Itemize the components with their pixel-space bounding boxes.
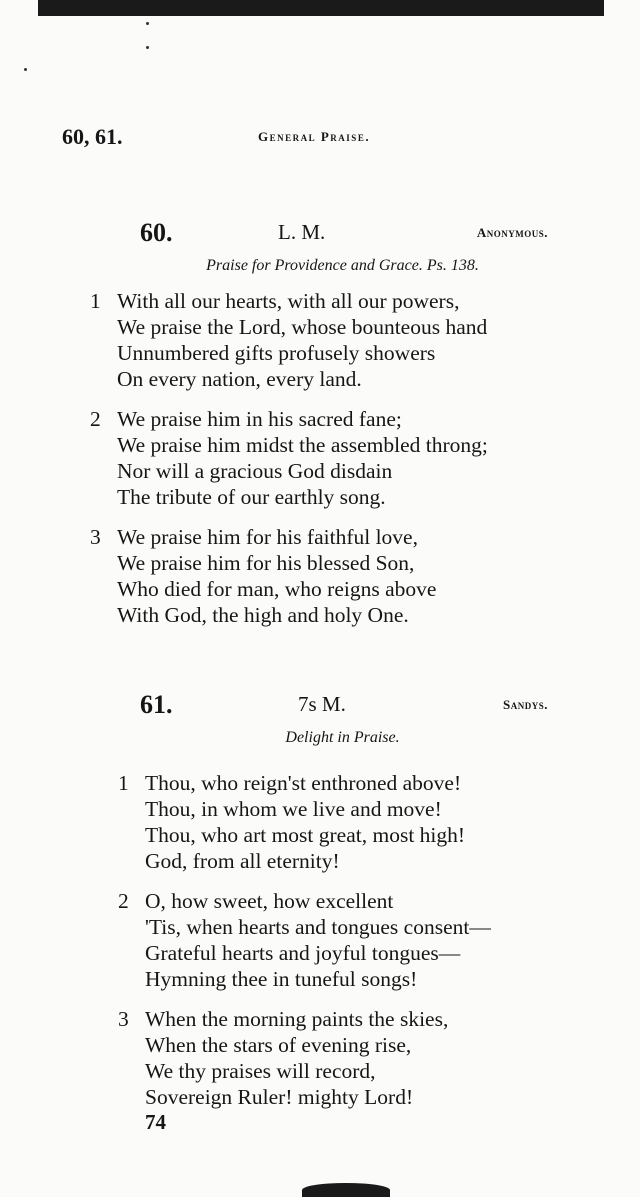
verse-line: 'Tis, when hearts and tongues consent—	[145, 915, 491, 939]
verse-line	[118, 770, 640, 796]
stanza	[118, 888, 640, 992]
verse-line: We praise the Lord, whose bounteous hand	[117, 315, 488, 339]
stanza-number: 1	[118, 771, 129, 795]
verse-line: Thou, who art most great, most high!	[145, 823, 466, 847]
verse-text: Thou, who reign'st enthroned above!	[145, 771, 462, 795]
hymn-subtitle: Praise for Providence and Grace. Ps. 138.	[206, 257, 479, 274]
verse-line: We thy praises will record,	[145, 1059, 376, 1083]
verse-line: Grateful hearts and joyful tongues—	[145, 941, 461, 965]
verse-line	[118, 888, 640, 914]
ink-speck	[24, 68, 27, 71]
stanza-number: 2	[90, 407, 101, 431]
verse-line: We praise him midst the assembled throng;	[117, 433, 488, 457]
stanza-number: 3	[118, 1007, 129, 1031]
hymn-author: Sandys.	[503, 697, 548, 712]
hymn-header	[0, 218, 640, 252]
verse-text: O, how sweet, how excellent	[145, 889, 394, 913]
verse-line: With God, the high and holy One.	[117, 603, 409, 627]
stanza	[90, 288, 640, 392]
verse-line: Nor will a gracious God disdain	[117, 459, 393, 483]
running-head	[62, 124, 582, 152]
stanza-number: 1	[90, 289, 101, 313]
hymn-header	[0, 690, 640, 724]
ink-speck	[146, 46, 149, 49]
verse-line	[118, 1006, 640, 1032]
ink-speck	[146, 22, 149, 25]
verse-line: On every nation, every land.	[117, 367, 362, 391]
bottom-ornament	[302, 1183, 390, 1197]
hymn-subtitle: Delight in Praise.	[285, 729, 400, 746]
verse-line	[90, 288, 640, 314]
verse-text: When the morning paints the skies,	[145, 1007, 449, 1031]
hymn-meter: L. M.	[278, 220, 326, 244]
verse-line: Sovereign Ruler! mighty Lord!	[145, 1085, 414, 1109]
hymn-number: 60.	[140, 218, 173, 247]
verse-text: We praise him in his sacred fane;	[117, 407, 402, 431]
verse-line: God, from all eternity!	[145, 849, 340, 873]
verse-line: Unnumbered gifts profusely showers	[117, 341, 436, 365]
hymn-60	[0, 218, 640, 642]
page-number: 74	[145, 1110, 166, 1134]
verse-line: Hymning thee in tuneful songs!	[145, 967, 418, 991]
verse-line: Who died for man, who reigns above	[117, 577, 437, 601]
verse-line	[90, 406, 640, 432]
stanza	[118, 1006, 640, 1110]
hymn-61	[0, 690, 640, 1124]
hymn-author: Anonymous.	[476, 225, 548, 240]
verse-line	[90, 524, 640, 550]
top-edge-bar	[38, 0, 604, 16]
stanza-number: 2	[118, 889, 129, 913]
verse-line: We praise him for his blessed Son,	[117, 551, 415, 575]
stanza-number: 3	[90, 525, 101, 549]
verse-text: We praise him for his faithful love,	[117, 525, 418, 549]
section-title: General Praise.	[258, 129, 371, 144]
stanza	[90, 406, 640, 510]
verse-line: Thou, in whom we live and move!	[145, 797, 442, 821]
verse-line: The tribute of our earthly song.	[117, 485, 386, 509]
hymn-number: 61.	[140, 690, 173, 719]
page-range: 60, 61.	[62, 124, 123, 149]
verse-line: When the stars of evening rise,	[145, 1033, 412, 1057]
hymn-meter: 7s M.	[298, 692, 346, 716]
verse-text: With all our hearts, with all our powers,	[117, 289, 460, 313]
stanza	[118, 770, 640, 874]
stanza	[90, 524, 640, 628]
